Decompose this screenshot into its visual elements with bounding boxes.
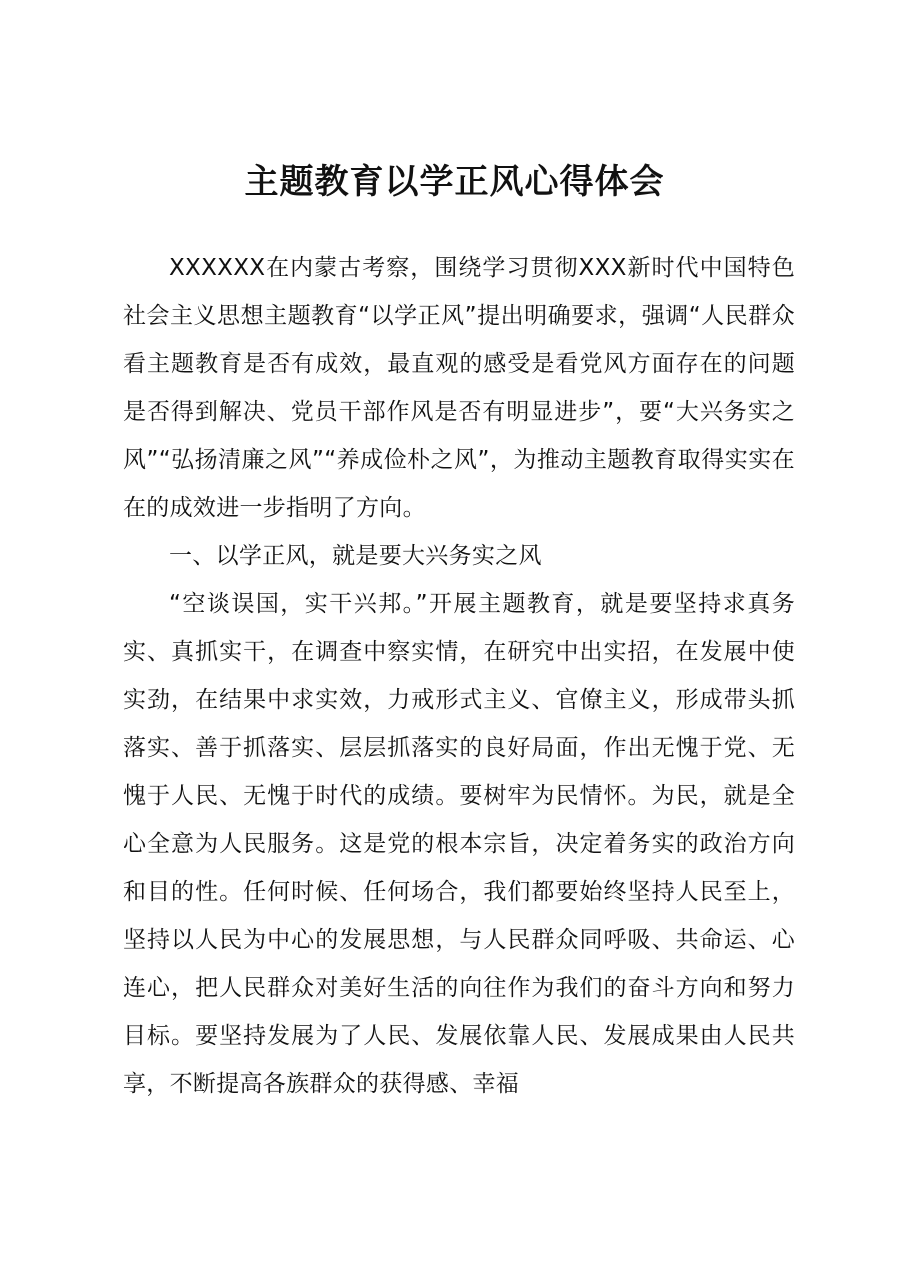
section-heading-1: 一、以学正风，就是要大兴务实之风 xyxy=(169,543,542,569)
document-body xyxy=(123,244,795,1108)
document-title: 主题教育以学正风心得体会 xyxy=(244,162,665,202)
paragraph-section-1: “空谈误国，实干兴邦。”开展主题教育，就是要坚持求真务实、真抓实干，在调查中察实情，在研究中出实招，在发展中使实劲，在结果中求实效，力戒形式主义、官僚主义，形成带头抓落实、善于抓落实、层层抓落实的良好局面，作出无愧于党、无愧于人民、无愧于时代的成绩。要树牢为民情怀。为民，就是全心全意为人民服务。这是党的根本宗旨，决定着务实的政治方向和目的性。任何时候、任何场合，我们都要始终坚持人民至上，坚持以人民为中心的发展思想，与人民群众同呼吸、共命运、心连心，把人民群众对美好生活的向往作为我们的奋斗方向和努力目标。要坚持发展为了人民、发展依靠人民、发展成果由人民共享，不断提高各族群众的获得感、幸福 xyxy=(123,591,795,1097)
paragraph-intro: XXXXXX在内蒙古考察，围绕学习贯彻XXX新时代中国特色社会主义思想主题教育“以学正风”提出明确要求，强调“人民群众看主题教育是否有成效，最直观的感受是看党风方面存在的问题是否得到解决、党员干部作风是否有明显进步”，要“大兴务实之风”“弘扬清廉之风”“养成俭朴之风”，为推动主题教育取得实实在在的成效进一步指明了方向。 xyxy=(123,255,795,521)
